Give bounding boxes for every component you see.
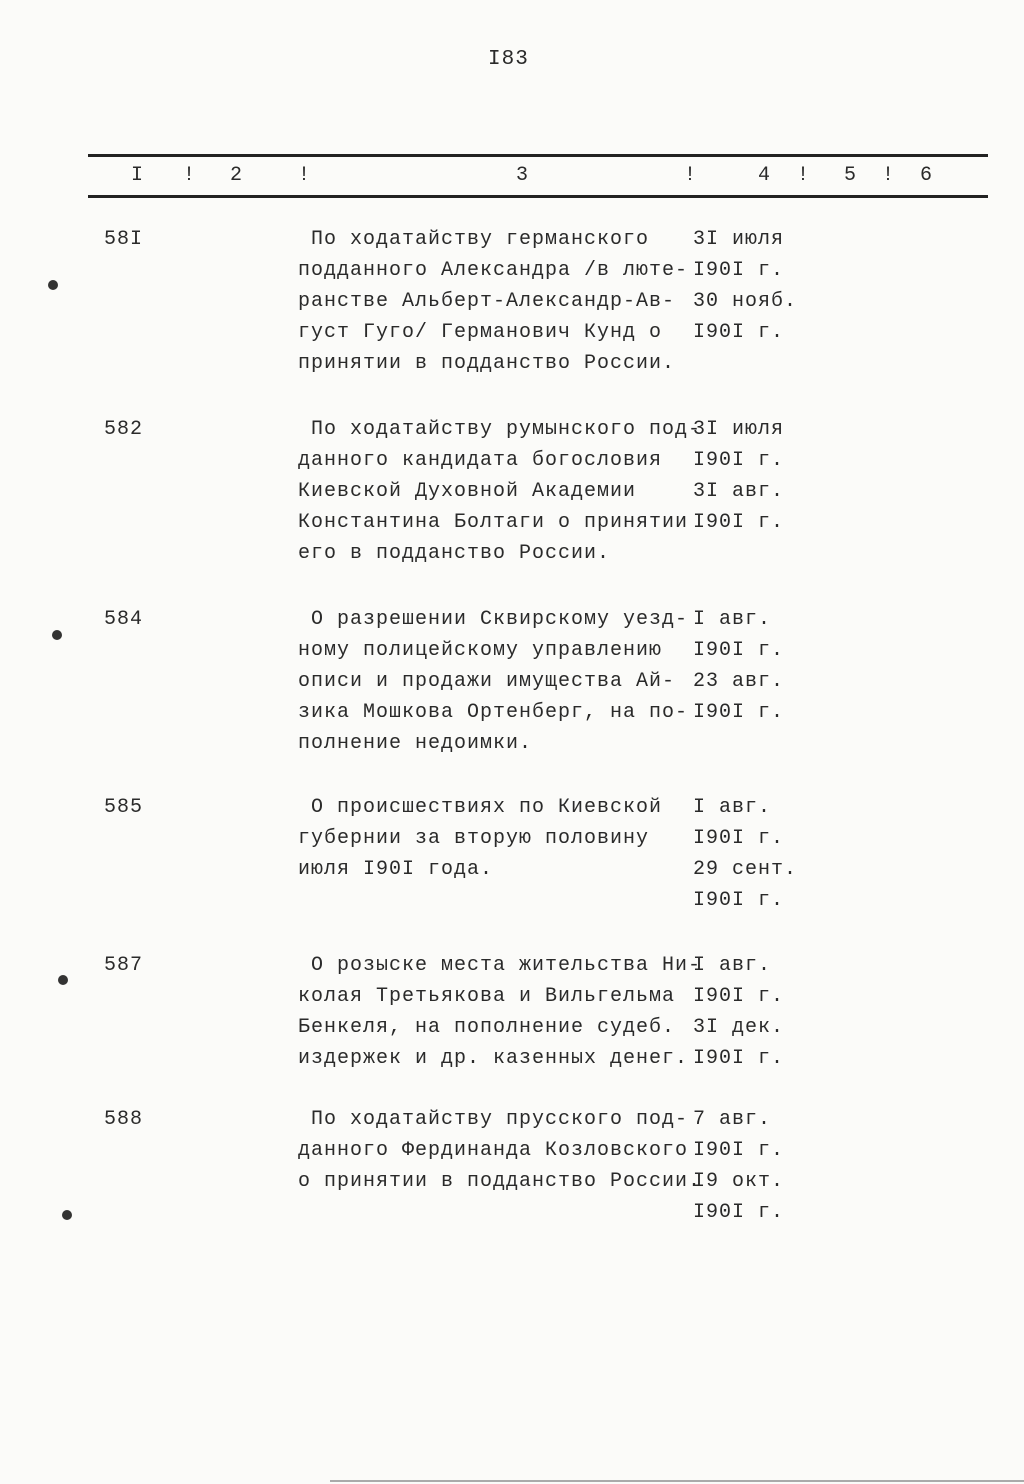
column-header: 6 bbox=[920, 164, 934, 187]
entry-date: 23 авг. bbox=[693, 670, 785, 693]
entry-date: 3I июля bbox=[693, 418, 785, 441]
entry-date: I авг. bbox=[693, 796, 772, 819]
entry-date: I90I г. bbox=[693, 1139, 785, 1162]
entry-title-line: колая Третьякова и Вильгельма bbox=[298, 985, 676, 1008]
entry-date: I90I г. bbox=[693, 449, 785, 472]
column-separator: ! bbox=[183, 164, 197, 187]
column-header: 3 bbox=[516, 164, 530, 187]
entry-date: I90I г. bbox=[693, 321, 785, 344]
column-separator: ! bbox=[684, 164, 698, 187]
entry-date: 3I июля bbox=[693, 228, 785, 251]
entry-title-line: ранстве Альберт-Александр-Ав- bbox=[298, 290, 676, 313]
column-header: 4 bbox=[758, 164, 772, 187]
entry-title-line: О разрешении Сквирскому уезд- bbox=[298, 608, 689, 631]
entry-title-line: По ходатайству прусского под- bbox=[298, 1108, 689, 1131]
column-separator: ! bbox=[797, 164, 811, 187]
entry-date: I90I г. bbox=[693, 1201, 785, 1224]
binding-hole-mark bbox=[62, 1210, 72, 1220]
header-bottom-rule bbox=[88, 195, 988, 198]
entry-title-line: Киевской Духовной Академии bbox=[298, 480, 637, 503]
entry-date: I авг. bbox=[693, 954, 772, 977]
column-separator: ! bbox=[298, 164, 312, 187]
binding-hole-mark bbox=[48, 280, 58, 290]
column-header: 5 bbox=[844, 164, 858, 187]
entry-date: I90I г. bbox=[693, 511, 785, 534]
entry-date: 7 авг. bbox=[693, 1108, 772, 1131]
entry-title-line: густ Гуго/ Германович Кунд о bbox=[298, 321, 663, 344]
entry-date: I авг. bbox=[693, 608, 772, 631]
entry-title-line: Бенкеля, на пополнение судеб. bbox=[298, 1016, 676, 1039]
entry-title-line: июля I90I года. bbox=[298, 858, 494, 881]
entry-title-line: По ходатайству румынского под- bbox=[298, 418, 702, 441]
entry-title-line: подданного Александра /в люте- bbox=[298, 259, 689, 282]
entry-title-line: данного кандидата богословия bbox=[298, 449, 663, 472]
entry-date: I90I г. bbox=[693, 1047, 785, 1070]
entry-number: 584 bbox=[104, 608, 144, 631]
entry-title-line: зика Мошкова Ортенберг, на по- bbox=[298, 701, 689, 724]
binding-hole-mark bbox=[52, 630, 62, 640]
entry-date: 3I дек. bbox=[693, 1016, 785, 1039]
entry-title-line: данного Фердинанда Козловского bbox=[298, 1139, 689, 1162]
page-number: I83 bbox=[488, 48, 529, 71]
entry-number: 58I bbox=[104, 228, 144, 251]
entry-number: 588 bbox=[104, 1108, 144, 1131]
entry-date: I90I г. bbox=[693, 701, 785, 724]
column-separator: ! bbox=[882, 164, 896, 187]
entry-title-line: его в подданство России. bbox=[298, 542, 611, 565]
entry-title-line: ному полицейскому управлению bbox=[298, 639, 663, 662]
entry-title-line: издержек и др. казенных денег. bbox=[298, 1047, 689, 1070]
entry-title-line: О розыске места жительства Ни- bbox=[298, 954, 702, 977]
entry-title-line: описи и продажи имущества Ай- bbox=[298, 670, 676, 693]
entry-number: 585 bbox=[104, 796, 144, 819]
column-header: 2 bbox=[230, 164, 244, 187]
entry-title-line: Константина Болтаги о принятии bbox=[298, 511, 689, 534]
entry-number: 582 bbox=[104, 418, 144, 441]
entry-title-line: По ходатайству германского bbox=[298, 228, 650, 251]
entry-title-line: принятии в подданство России. bbox=[298, 352, 676, 375]
entry-number: 587 bbox=[104, 954, 144, 977]
entry-title-line: о принятии в подданство России. bbox=[298, 1170, 702, 1193]
entry-date: I90I г. bbox=[693, 827, 785, 850]
entry-date: I90I г. bbox=[693, 259, 785, 282]
entry-date: I90I г. bbox=[693, 639, 785, 662]
entry-date: 3I авг. bbox=[693, 480, 785, 503]
entry-title-line: О происшествиях по Киевской bbox=[298, 796, 663, 819]
entry-date: I90I г. bbox=[693, 985, 785, 1008]
page-edge bbox=[330, 1480, 1024, 1482]
entry-title-line: полнение недоимки. bbox=[298, 732, 533, 755]
entry-date: 29 сент. bbox=[693, 858, 798, 881]
entry-date: I9 окт. bbox=[693, 1170, 785, 1193]
entry-date: I90I г. bbox=[693, 889, 785, 912]
header-top-rule bbox=[88, 154, 988, 157]
column-header: I bbox=[131, 164, 145, 187]
entry-date: 30 нояб. bbox=[693, 290, 798, 313]
binding-hole-mark bbox=[58, 975, 68, 985]
entry-title-line: губернии за вторую половину bbox=[298, 827, 650, 850]
